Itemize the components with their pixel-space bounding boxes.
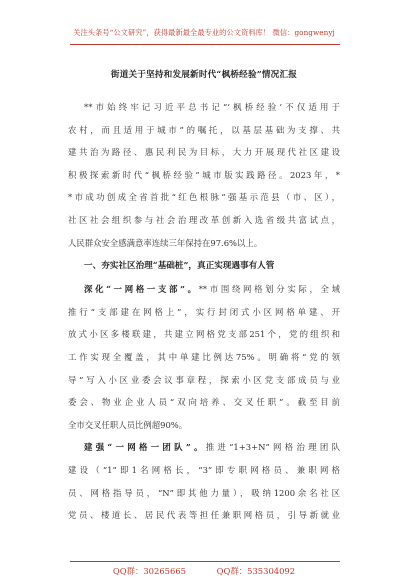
para1-text: **市围绕网格划分实际，全域	[198, 284, 340, 295]
top-rule	[70, 44, 340, 45]
footer-qq-group-1: QQ群：30265665	[112, 566, 186, 576]
para1-line: 委会、物业企业人员“双向培养、交叉任职”。截至目前	[68, 397, 340, 408]
para1-lead: 深化“一网格一支部”。	[84, 284, 199, 295]
footer	[0, 565, 408, 577]
document-title: 街道关于坚持和发展新时代“枫桥经验”情况汇报	[110, 70, 298, 80]
footer-qq-group-2: QQ群：535304092	[216, 566, 296, 576]
document-body	[68, 96, 340, 527]
top-banner: 关注头条号“公文研究”，获得最新最全最专业的公文资料库！ 微信：gongwenyj	[73, 28, 335, 37]
para1-line: 放式小区多楼联建，共建立网格党支部251个，党的组织和	[68, 329, 340, 340]
para1-line: 工作实现全覆盖，其中单建比例达75%。明确将“党的领	[68, 351, 340, 362]
para2-lead: 建强“一网格一团队”。	[84, 442, 206, 453]
intro-line: **市始终牢记习近平总书记“‘枫桥经验’不仅适用于	[84, 102, 340, 112]
para1-line: 推行“支部建在网格上”，实行封闭式小区网格单建、开	[68, 306, 340, 317]
para2-line	[68, 436, 340, 459]
intro-line: 建共治为路径、惠民利民为目标，大力开展现代社区建设	[68, 147, 340, 158]
intro-line: 社区社会组织参与社会治理改革创新入选省级共富试点，	[68, 214, 340, 225]
bottom-rule	[70, 561, 340, 562]
para1-line: 全市交叉任职人员比例超90%。	[68, 419, 188, 430]
para2-line: 员、网格指导员，“N”即其他力量），吸纳1200余名社区	[68, 487, 340, 498]
para1-line	[68, 278, 340, 301]
para2-line: 党员、楼道长、居民代表等担任兼职网格员，引导新就业	[68, 510, 340, 521]
para2-line: 建设（“1”即1名网格长，“3”即专职网格员、兼职网格	[68, 464, 340, 475]
section-heading: 一、夯实社区治理“基础桩”，真正实现遇事有人管	[84, 261, 275, 272]
para2-text: 推进“1+3+N”网格治理团队	[205, 442, 340, 453]
intro-line: *市成功创成全省首批“红色根脉”强基示范县（市、区），	[68, 192, 340, 203]
intro-line: 人民群众安全感满意率连续三年保持在97.6%以上。	[68, 237, 263, 248]
intro-line: 积极探索新时代“枫桥经验”城市版实践路径。2023年，*	[68, 169, 340, 180]
intro-line: 农村，而且适用于城市”的嘱托，以基层基础为支撑、共	[68, 124, 340, 135]
para1-line: 导”写入小区业委会议事章程，探索小区党支部成员与业	[68, 374, 340, 385]
